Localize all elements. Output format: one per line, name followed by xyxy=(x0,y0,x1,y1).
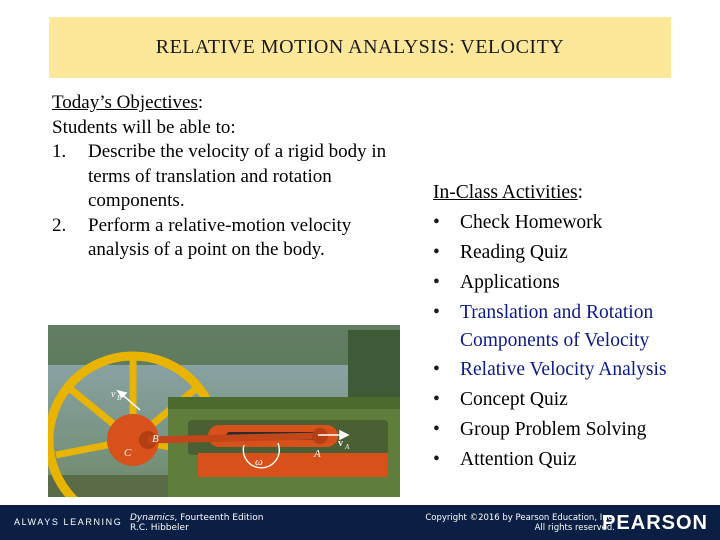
label-vb-subscript: B xyxy=(117,394,122,402)
activity-text: Relative Velocity Analysis xyxy=(460,359,667,380)
activities-heading-line xyxy=(433,178,703,208)
label-omega: ω xyxy=(255,456,263,468)
activities-block xyxy=(433,178,703,475)
label-a: A xyxy=(314,448,321,460)
objective-text: Perform a relative-motion velocity analysis of a point on the body. xyxy=(88,214,352,260)
activity-text: Check Homework xyxy=(460,212,603,233)
objective-item xyxy=(52,214,397,263)
objectives-block xyxy=(52,91,397,263)
copyright-line-2: All rights reserved. xyxy=(534,523,615,533)
bullet: • xyxy=(433,242,440,263)
objectives-heading-line xyxy=(52,91,397,116)
flywheel-photo xyxy=(48,325,400,497)
activity-text: Translation and Rotation Components of Velocity xyxy=(460,302,654,351)
bullet: • xyxy=(433,212,440,233)
bullet: • xyxy=(433,302,440,323)
activity-text: Applications xyxy=(460,272,560,293)
label-b: B xyxy=(152,433,159,445)
activity-item xyxy=(433,415,703,445)
activity-text: Group Problem Solving xyxy=(460,419,647,440)
objective-item xyxy=(52,140,397,214)
label-vb: v xyxy=(111,389,116,400)
orange-base xyxy=(198,453,388,477)
flywheel-illustration xyxy=(48,325,400,497)
activity-item xyxy=(433,298,703,355)
activity-item xyxy=(433,355,703,385)
activity-item xyxy=(433,268,703,298)
pearson-logo: PEARSON xyxy=(602,512,708,534)
label-va-subscript: A xyxy=(345,443,350,451)
activity-item xyxy=(433,445,703,475)
label-va: v xyxy=(338,438,343,449)
bullet: • xyxy=(433,272,440,293)
objective-text: Describe the velocity of a rigid body in terms of translation and rotation components. xyxy=(88,141,387,211)
slider-pin xyxy=(312,428,328,444)
machine-top xyxy=(168,397,400,409)
objective-number: 2. xyxy=(52,214,67,236)
objectives-heading: Today’s Objectives xyxy=(52,92,198,113)
copyright-line-1: Copyright ©2016 by Pearson Education, Inc. xyxy=(425,513,615,523)
book-edition: , Fourteenth Edition xyxy=(174,513,264,523)
activities-heading: In-Class Activities xyxy=(433,182,578,203)
label-c: C xyxy=(124,447,132,459)
footer-band xyxy=(0,505,720,540)
activity-item xyxy=(433,208,703,238)
objectives-colon: : xyxy=(197,92,204,113)
activity-text: Reading Quiz xyxy=(460,242,568,263)
copyright xyxy=(425,513,615,533)
activity-text: Concept Quiz xyxy=(460,389,568,410)
bullet: • xyxy=(433,359,440,380)
bullet: • xyxy=(433,449,440,470)
objective-number: 1. xyxy=(52,141,67,162)
activity-text: Attention Quiz xyxy=(460,449,577,470)
always-learning-tagline: ALWAYS LEARNING xyxy=(14,517,123,527)
bullet: • xyxy=(433,389,440,410)
book-credit xyxy=(130,513,263,533)
activities-colon: : xyxy=(577,182,584,203)
book-title: Dynamics xyxy=(130,513,175,523)
book-author: R.C. Hibbeler xyxy=(130,523,189,533)
objectives-intro: Students will be able to: xyxy=(52,116,236,138)
connecting-rod xyxy=(148,436,320,440)
activity-item xyxy=(433,238,703,268)
slide-title: RELATIVE MOTION ANALYSIS: VELOCITY xyxy=(155,36,565,58)
bullet: • xyxy=(433,419,440,440)
title-band xyxy=(49,17,671,78)
activity-item xyxy=(433,385,703,415)
